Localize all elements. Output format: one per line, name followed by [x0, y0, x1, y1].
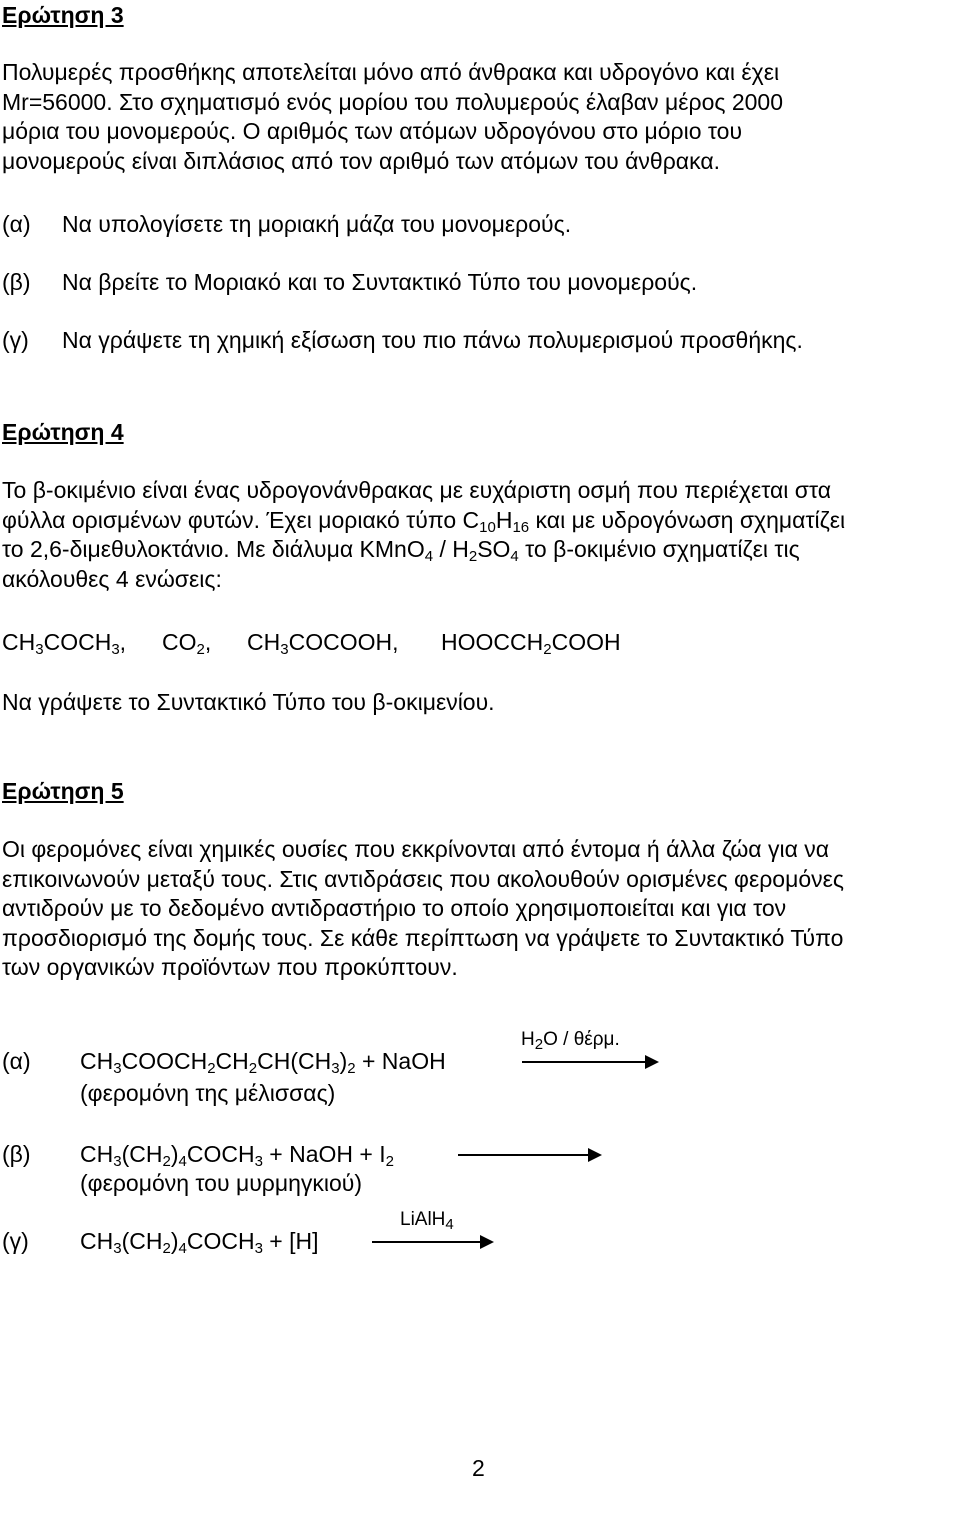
question-3-item-c-label: (γ) [2, 327, 29, 353]
reaction-a-note: (φερομόνη της μέλισσας) [80, 1080, 336, 1106]
compound-pyruvic-acid [247, 629, 399, 658]
text-run: + NaOH + I [262, 1141, 386, 1167]
text-run: HOOCCH [441, 629, 544, 655]
reaction-c-label: (γ) [2, 1228, 29, 1254]
subscript: 3 [111, 641, 120, 658]
subscript: 2 [196, 641, 205, 658]
question-4-heading: Ερώτηση 4 [2, 419, 124, 445]
question-4-instruction: Να γράψετε το Συντακτικό Τύπο του β-οκιμενίου. [2, 689, 495, 715]
text-run: ) [170, 1228, 179, 1254]
question-5-intro-line: αντιδρούν με το δεδομένο αντιδραστήριο το οποίο χρησιμοποιείται και για τον [2, 895, 787, 921]
subscript: 3 [113, 1060, 122, 1077]
compound-acetone [2, 629, 127, 658]
text-run: COOCH [121, 1048, 208, 1074]
subscript: 4 [178, 1153, 187, 1170]
text-run: , [204, 629, 212, 655]
text-run: / H [433, 536, 469, 562]
text-run: το β-οκιμένιο σχηματίζει τις [518, 536, 800, 562]
subscript: 4 [510, 548, 519, 565]
text-run: SO [477, 536, 511, 562]
reaction-b-equation [80, 1141, 394, 1170]
question-5-intro [2, 835, 958, 983]
reaction-a-arrow-icon [522, 1061, 657, 1063]
subscript: 10 [479, 518, 496, 536]
text-run: φύλλα ορισμένων φυτών. Έχει μοριακό τύπο C [2, 506, 480, 533]
text-run: CH [80, 1048, 114, 1074]
text-run: ) [339, 1048, 348, 1074]
question-3-item-b-text: Να βρείτε το Μοριακό και το Συντακτικό Τύπο του μονομερούς. [62, 269, 698, 295]
text-run: , [119, 629, 127, 655]
question-3-heading: Ερώτηση 3 [2, 2, 124, 28]
question-3-item-c-text: Να γράψετε τη χημική εξίσωση του πιο πάνω πολυμερισμού προσθήκης. [62, 327, 803, 353]
question-4-line-4: ακόλουθες 4 ενώσεις: [2, 565, 222, 592]
text-run: (CH [121, 1141, 163, 1167]
subscript: 3 [254, 1153, 263, 1170]
question-5-intro-line: προσδιορισμό της δομής τους. Σε κάθε περίπτωση να γράψετε το Συντακτικό Τύπο [2, 924, 844, 951]
question-3-item-a-label: (α) [2, 211, 31, 237]
subscript: 3 [113, 1240, 122, 1257]
question-3-intro-line: Πολυμερές προσθήκης αποτελείται μόνο από άνθρακα και υδρογόνο και έχει [2, 59, 780, 85]
reaction-a-label: (α) [2, 1048, 31, 1074]
compound-co2 [162, 629, 212, 658]
question-3-intro [2, 58, 958, 176]
text-run: COCH [43, 629, 112, 655]
text-run: LiAlH [400, 1209, 446, 1230]
text-run: CH [247, 629, 281, 655]
text-run: COCOOH, [288, 629, 399, 655]
subscript: 3 [331, 1060, 340, 1077]
text-run: CH [80, 1228, 114, 1254]
question-3-intro-line: Mr=56000. Στο σχηματισμό ενός μορίου του πολυμερούς έλαβαν μέρος 2000 [2, 88, 784, 115]
subscript: 2 [207, 1060, 216, 1077]
text-run: CH [80, 1141, 114, 1167]
text-run: COCH [186, 1141, 255, 1167]
question-3-item-a-text: Να υπολογίσετε τη μοριακή μάζα του μονομερούς. [62, 211, 572, 237]
question-3-item-b-label: (β) [2, 269, 31, 295]
reaction-c-equation [80, 1228, 319, 1257]
text-run: CH(CH [257, 1048, 332, 1074]
reaction-a-condition [521, 1029, 620, 1053]
reaction-b-label: (β) [2, 1141, 31, 1167]
compound-malonic-acid [441, 629, 621, 658]
text-run: COOH [551, 629, 621, 655]
text-run: H [495, 506, 513, 533]
reaction-a-equation [80, 1048, 446, 1077]
text-run: CH [215, 1048, 249, 1074]
text-run: O / θέρμ. [543, 1029, 620, 1050]
text-run: ) [170, 1141, 179, 1167]
reaction-b-arrow-icon [458, 1154, 600, 1156]
question-4-intro [2, 476, 958, 594]
subscript: 16 [512, 518, 530, 536]
text-run: COCH [186, 1228, 255, 1254]
subscript: 2 [468, 548, 478, 565]
text-run: + NaOH [355, 1048, 446, 1074]
text-run: CH [2, 629, 36, 655]
subscript: 4 [445, 1216, 454, 1233]
subscript: 2 [162, 1240, 171, 1257]
text-run: CO [162, 629, 197, 655]
subscript: 3 [113, 1153, 122, 1170]
question-3-intro-line: μονομερούς είναι διπλάσιος από τον αριθμό των ατόμων του άνθρακα. [2, 147, 721, 174]
subscript: 3 [254, 1240, 263, 1257]
question-5-intro-line: Οι φερομόνες είναι χημικές ουσίες που εκκρίνονται από έντομα ή άλλα ζώα για να [2, 836, 830, 862]
page-number: 2 [472, 1455, 485, 1481]
text-run: το 2,6-διμεθυλοκτάνιο. Με διάλυμα KMnO [2, 536, 425, 562]
subscript: 4 [178, 1240, 187, 1257]
text-run: (CH [121, 1228, 163, 1254]
question-5-intro-line: επικοινωνούν μεταξύ τους. Στις αντιδράσεις που ακολουθούν ορισμένες φερομόνες [2, 865, 844, 892]
question-4-line-2 [2, 506, 958, 536]
reaction-c-condition [400, 1209, 454, 1233]
text-run: H [521, 1029, 535, 1050]
question-5-heading: Ερώτηση 5 [2, 778, 124, 804]
text-run: + [H] [262, 1228, 319, 1254]
subscript: 2 [347, 1060, 356, 1077]
subscript: 3 [35, 641, 44, 658]
reaction-c-arrow-icon [372, 1241, 492, 1243]
reaction-b-note: (φερομόνη του μυρμηγκιού) [80, 1170, 363, 1196]
text-run: και με υδρογόνωση σχηματίζει [529, 506, 846, 533]
question-3-intro-line: μόρια του μονομερούς. Ο αριθμός των ατόμων υδρογόνου στο μόριο του [2, 118, 743, 144]
question-4-line-1: Το β-οκιμένιο είναι ένας υδρογονάνθρακας με ευχάριστη οσμή που περιέχεται στα [2, 477, 832, 503]
question-5-intro-line: των οργανικών προϊόντων που προκύπτουν. [2, 954, 458, 980]
question-4-line-3 [2, 535, 958, 565]
subscript: 3 [280, 641, 289, 658]
subscript: 4 [424, 548, 434, 565]
subscript: 2 [162, 1153, 171, 1170]
subscript: 2 [543, 641, 552, 658]
subscript: 2 [534, 1036, 544, 1053]
subscript: 2 [385, 1153, 394, 1170]
subscript: 2 [248, 1060, 258, 1077]
